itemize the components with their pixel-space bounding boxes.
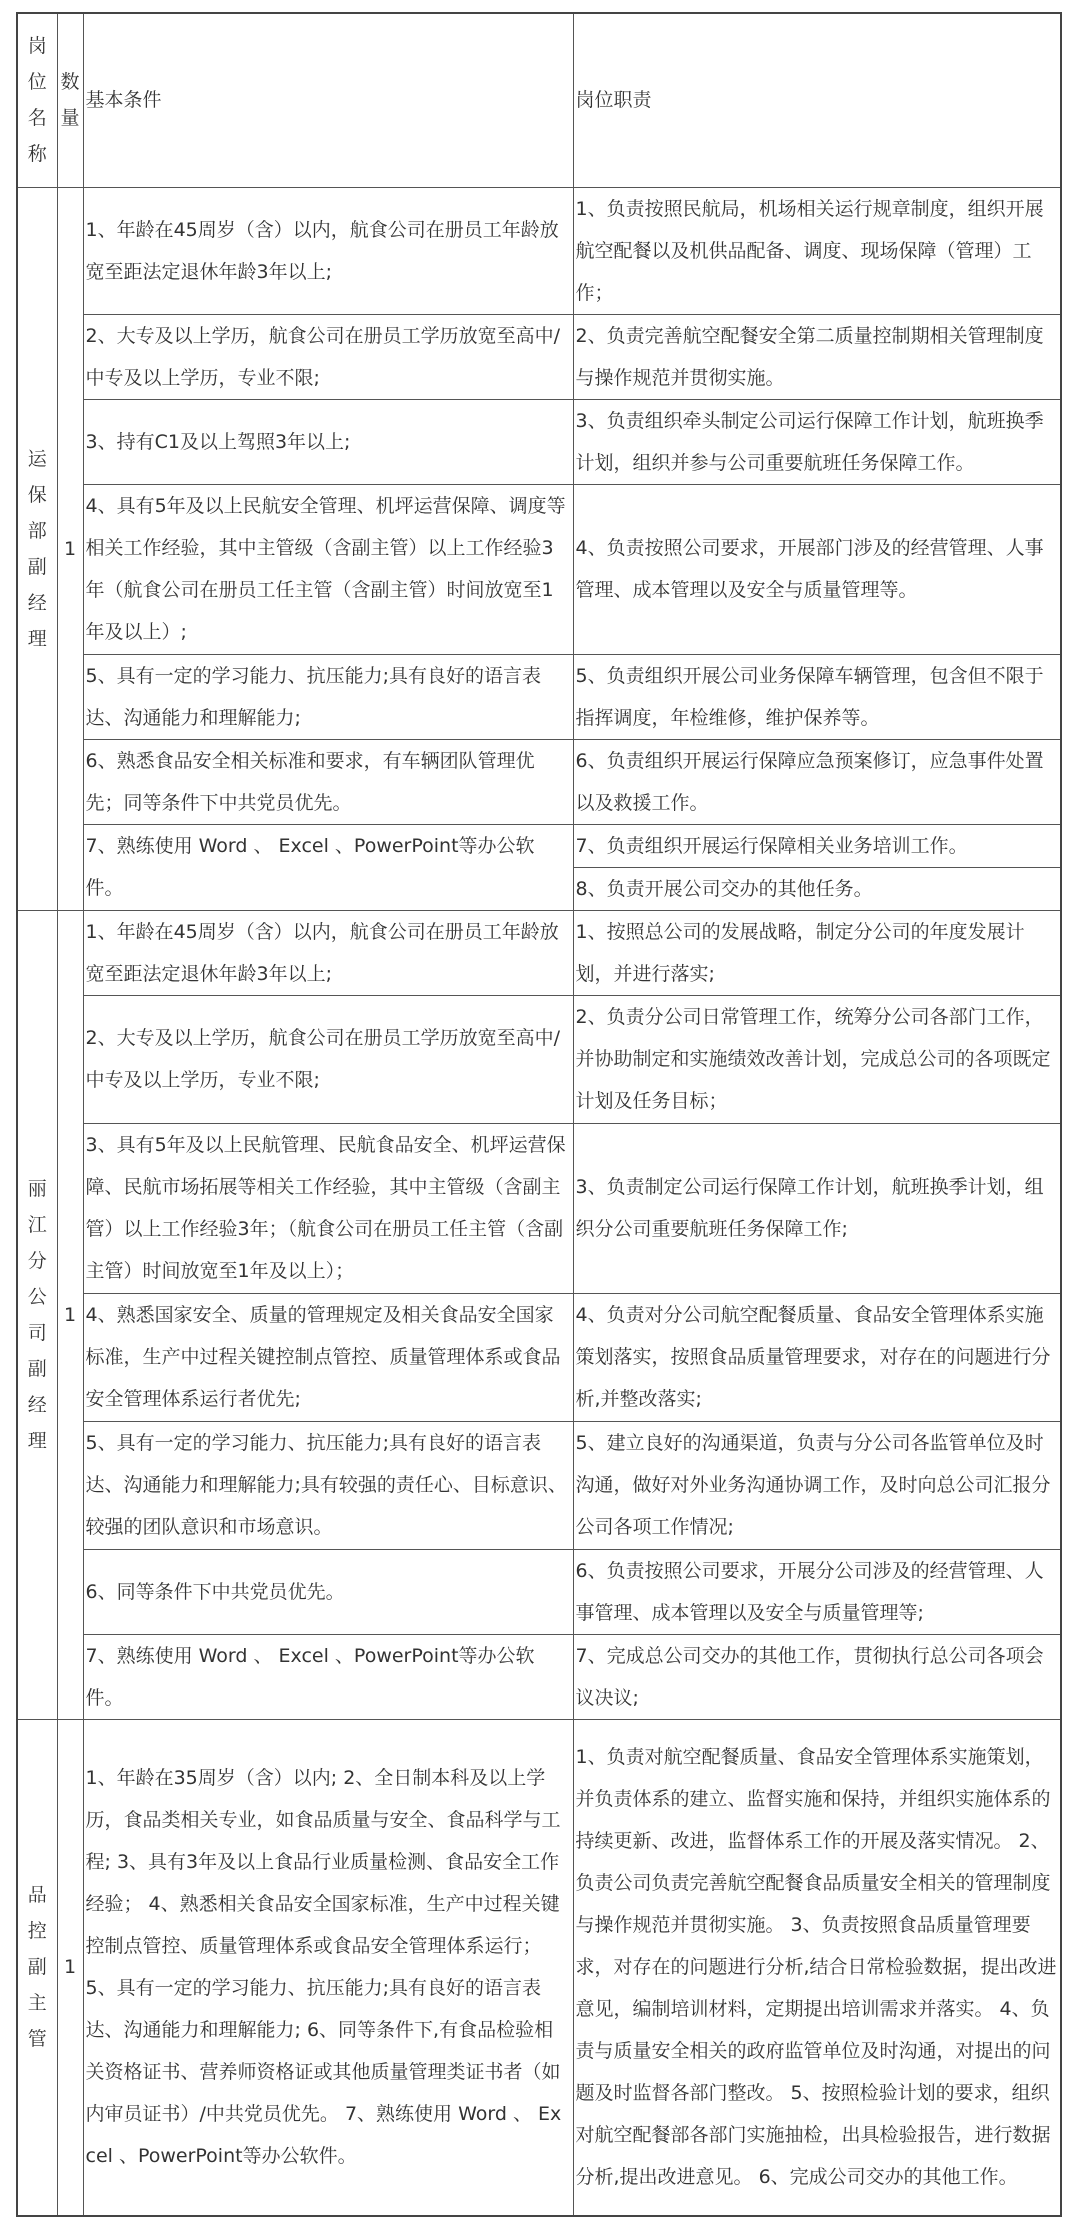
condition-cell: 6、熟悉食品安全相关标准和要求，有车辆团队管理优先；同等条件下中共党员优先。 [83,739,573,824]
duty-cell: 7、完成总公司交办的其他工作，贯彻执行总公司各项会议决议; [573,1634,1061,1719]
duty-cell: 7、负责组织开展运行保障相关业务培训工作。 [573,824,1061,867]
condition-cell: 2、大专及以上学历，航食公司在册员工学历放宽至高中/中专及以上学历，专业不限; [83,314,573,399]
header-position-name: 岗位名称 [17,13,57,187]
table-row [17,1719,1061,2216]
condition-cell: 1、年龄在45周岁（含）以内，航食公司在册员工年龄放宽至距法定退休年龄3年以上; [83,187,573,314]
table-row [17,739,1061,824]
header-conditions: 基本条件 [83,13,573,187]
duty-cell: 3、负责组织牵头制定公司运行保障工作计划，航班换季计划，组织并参与公司重要航班任务保障工作。 [573,399,1061,484]
duty-cell: 5、建立良好的沟通渠道，负责与分公司各监管单位及时沟通，做好对外业务沟通协调工作，及时向总公司汇报分公司各项工作情况; [573,1421,1061,1549]
job-requirements-table [16,12,1062,2217]
condition-cell: 2、大专及以上学历，航食公司在册员工学历放宽至高中/中专及以上学历，专业不限; [83,995,573,1123]
condition-cell: 5、具有一定的学习能力、抗压能力;具有良好的语言表达、沟通能力和理解能力;具有较强的责任心、目标意识、较强的团队意识和市场意识。 [83,1421,573,1549]
duty-cell: 2、负责分公司日常管理工作，统筹分公司各部门工作，并协助制定和实施绩效改善计划，完成总公司的各项既定计划及任务目标； [573,995,1061,1123]
duty-cell: 1、负责按照民航局，机场相关运行规章制度，组织开展航空配餐以及机供品配备、调度、现场保障（管理）工作； [573,187,1061,314]
header-count: 数量 [57,13,83,187]
table-row [17,824,1061,867]
table-row [17,1123,1061,1293]
condition-cell: 7、熟练使用 Word 、 Excel 、PowerPoint等办公软件。 [83,824,573,910]
header-duties: 岗位职责 [573,13,1061,187]
duty-cell: 4、负责对分公司航空配餐质量、食品安全管理体系实施策划落实，按照食品质量管理要求，对存在的问题进行分析,并整改落实; [573,1293,1061,1421]
condition-cell: 1、年龄在45周岁（含）以内，航食公司在册员工年龄放宽至距法定退休年龄3年以上; [83,910,573,995]
condition-cell: 1、年龄在35周岁（含）以内; 2、全日制本科及以上学历，食品类相关专业，如食品质量与安全、食品科学与工程; 3、具有3年及以上食品行业质量检测、食品安全工作经验； 4、熟悉相关食品安全国家标准，生产中过程关键控制点管控、质量管理体系或食品安全管理体系运行； 5、具有一定的学习能力、抗压能力;具有良好的语言表达、沟通能力和理解能力; 6、同等条件下,有食品检验相关资格证书、营养师资格证或其他质量管理类证书者（如内审员证书）/中共党员优先。 7、熟练使用 Word 、 Excel 、PowerPoint等办公软件。 [83,1719,573,2216]
position-name-cell: 运保部副经理 [17,187,57,910]
table-row [17,995,1061,1123]
table-row [17,1549,1061,1634]
condition-cell: 7、熟练使用 Word 、 Excel 、PowerPoint等办公软件。 [83,1634,573,1719]
job-table-container [16,12,1060,2200]
header-row [17,13,1061,187]
condition-cell: 4、熟悉国家安全、质量的管理规定及相关食品安全国家标准，生产中过程关键控制点管控、质量管理体系或食品安全管理体系运行者优先; [83,1293,573,1421]
condition-cell: 6、同等条件下中共党员优先。 [83,1549,573,1634]
position-count-cell: 1 [57,187,83,910]
duty-cell: 5、负责组织开展公司业务保障车辆管理，包含但不限于指挥调度，年检维修，维护保养等。 [573,654,1061,739]
table-row [17,910,1061,995]
condition-cell: 5、具有一定的学习能力、抗压能力;具有良好的语言表达、沟通能力和理解能力; [83,654,573,739]
duty-cell: 6、负责按照公司要求，开展分公司涉及的经营管理、人事管理、成本管理以及安全与质量管理等; [573,1549,1061,1634]
position-count-cell: 1 [57,910,83,1719]
duty-cell: 2、负责完善航空配餐安全第二质量控制期相关管理制度与操作规范并贯彻实施。 [573,314,1061,399]
condition-cell: 4、具有5年及以上民航安全管理、机坪运营保障、调度等相关工作经验，其中主管级（含副主管）以上工作经验3年（航食公司在册员工任主管（含副主管）时间放宽至1年及以上）; [83,484,573,654]
condition-cell: 3、持有C1及以上驾照3年以上; [83,399,573,484]
table-row [17,654,1061,739]
duty-cell: 3、负责制定公司运行保障工作计划，航班换季计划，组织分公司重要航班任务保障工作; [573,1123,1061,1293]
table-row [17,1293,1061,1421]
table-row [17,187,1061,314]
position-name-cell: 丽江分公司副经理 [17,910,57,1719]
duty-cell: 8、负责开展公司交办的其他任务。 [573,867,1061,910]
table-row [17,399,1061,484]
position-name-cell: 品控副主管 [17,1719,57,2216]
duty-cell: 4、负责按照公司要求，开展部门涉及的经营管理、人事管理、成本管理以及安全与质量管理等。 [573,484,1061,654]
table-row [17,1421,1061,1549]
table-row [17,1634,1061,1719]
condition-cell: 3、具有5年及以上民航管理、民航食品安全、机坪运营保障、民航市场拓展等相关工作经验，其中主管级（含副主管）以上工作经验3年；（航食公司在册员工任主管（含副主管）时间放宽至1年及以上）； [83,1123,573,1293]
duty-cell: 6、负责组织开展运行保障应急预案修订，应急事件处置以及救援工作。 [573,739,1061,824]
table-row [17,314,1061,399]
position-count-cell: 1 [57,1719,83,2216]
table-row [17,484,1061,654]
duty-cell: 1、负责对航空配餐质量、食品安全管理体系实施策划，并负责体系的建立、监督实施和保持，并组织实施体系的持续更新、改进，监督体系工作的开展及落实情况。 2、负责公司负责完善航空配餐食品质量安全相关的管理制度与操作规范并贯彻实施。 3、负责按照食品质量管理要求，对存在的问题进行分析,结合日常检验数据，提出改进意见，编制培训材料，定期提出培训需求并落实。 4、负责与质量安全相关的政府监管单位及时沟通，对提出的问题及时监督各部门整改。 5、按照检验计划的要求，组织对航空配餐部各部门实施抽检，出具检验报告，进行数据分析,提出改进意见。 6、完成公司交办的其他工作。 [573,1719,1061,2216]
duty-cell: 1、按照总公司的发展战略，制定分公司的年度发展计划，并进行落实; [573,910,1061,995]
